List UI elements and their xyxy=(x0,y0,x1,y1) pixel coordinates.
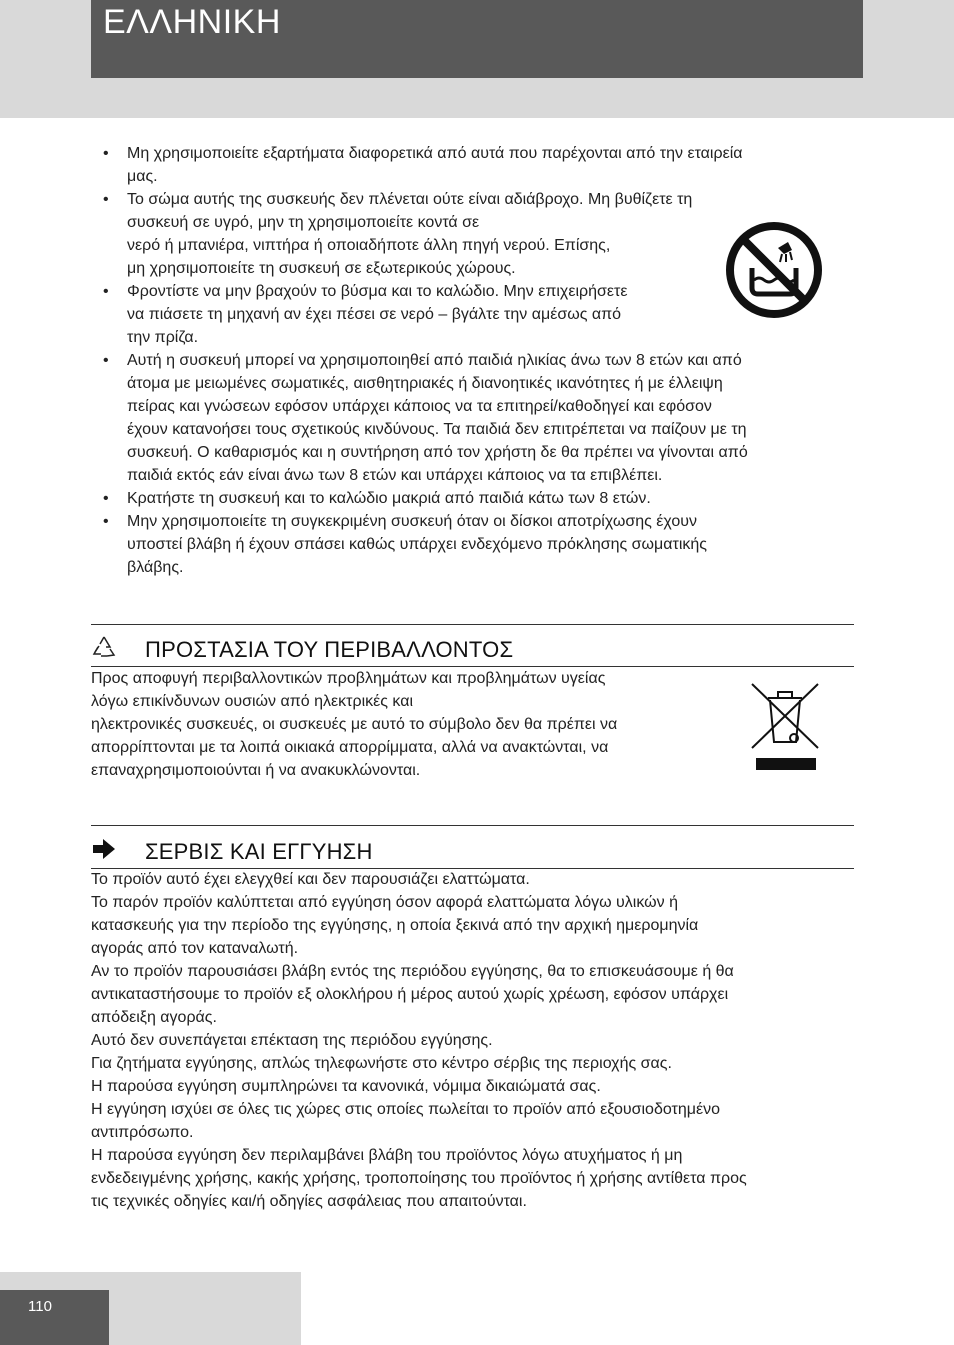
section-title: ΠΡΟΣΤΑΣΙΑ ΤΟΥ ΠΕΡΙΒΑΛΛΟΝΤΟΣ xyxy=(145,637,514,662)
text-line: απόδειξη αγοράς. xyxy=(91,1009,217,1026)
text-line: λόγω επικίνδυνων ουσιών από ηλεκτρικές και xyxy=(91,693,414,710)
text-line: Το προϊόν αυτό έχει ελεγχθεί και δεν παρουσιάζει ελαττώματα. xyxy=(91,871,530,888)
no-water-immersion-icon xyxy=(724,220,824,320)
text-line: Για ζητήματα εγγύησης, απλώς τηλεφωνήστε στο κέντρο σέρβις της περιοχής σας. xyxy=(91,1055,672,1072)
list-item-line: συσκευή. Ο καθαρισμός και η συντήρηση από τον χρήστη δε θα πρέπει να γίνονται από xyxy=(127,444,748,461)
list-item-line: παιδιά εκτός εάν είναι άνω των 8 ετών και υπάρχει κάποιος να τα επιβλέπει. xyxy=(127,467,663,484)
list-item-line: έχουν κατανοήσει τους σχετικούς κινδύνους. Τα παιδιά δεν επιτρέπεται να παίζουν με τη xyxy=(127,421,747,438)
list-item-line: Μη χρησιμοποιείτε εξαρτήματα διαφορετικά από αυτά που παρέχονται από την εταιρεία xyxy=(127,145,743,162)
safety-list xyxy=(100,142,855,579)
list-item-line: Φροντίστε να μην βραχούν το βύσμα και το καλώδιο. Μην επιχειρήσετε xyxy=(127,283,628,300)
text-line: Το παρόν προϊόν καλύπτεται από εγγύηση όσον αφορά ελαττώματα λόγω υλικών ή xyxy=(91,894,678,911)
list-item-line: μας. xyxy=(127,168,158,185)
list-item-line: βλάβης. xyxy=(127,559,184,576)
page-number-box xyxy=(0,1290,109,1345)
bullet: • xyxy=(103,145,109,162)
text-line: ενδεδειγμένης χρήσης, κακής χρήσης, τροποποίησης του προϊόντος ή χρήσης αντίθετα προς xyxy=(91,1170,747,1187)
environment-text xyxy=(91,667,711,782)
list-item-line: μη χρησιμοποιείτε τη συσκευή σε εξωτερικούς χώρους. xyxy=(127,260,516,277)
bullet: • xyxy=(103,352,109,369)
list-item-line: νερό ή μπανιέρα, νιπτήρα ή οποιαδήποτε άλλη πηγή νερού. Επίσης, xyxy=(127,237,611,254)
list-item-line: πείρας και γνώσεων εφόσον υπάρχει κάποιος να τα επιτηρεί/καθοδηγεί και εφόσον xyxy=(127,398,712,415)
list-item-line: Κρατήστε τη συσκευή και το καλώδιο μακριά από παιδιά κάτω των 8 ετών. xyxy=(127,490,651,507)
text-line: αντιπρόσωπο. xyxy=(91,1124,194,1141)
page-title: ΕΛΛΗΝΙΚΗ xyxy=(103,3,281,41)
list-item xyxy=(100,349,855,487)
service-text xyxy=(91,868,854,1213)
bullet: • xyxy=(103,490,109,507)
text-line: Προς αποφυγή περιβαλλοντικών προβλημάτων και προβλημάτων υγείας xyxy=(91,670,606,687)
crossed-out-wheelie-bin-icon xyxy=(748,680,822,772)
list-item-line: να πιάσετε τη μηχανή αν έχει πέσει σε νερό – βγάλτε την αμέσως από xyxy=(127,306,622,323)
list-item-line: την πρίζα. xyxy=(127,329,199,346)
text-line: κατασκευής για την περίοδο της εγγύησης, η οποία ξεκινά από την αρχική ημερομηνία xyxy=(91,917,699,934)
list-item-line: άτομα με μειωμένες σωματικές, αισθητηριακές ή διανοητικές ικανότητες ή με έλλειψη xyxy=(127,375,723,392)
recycle-icon xyxy=(91,635,117,659)
text-line: Αυτό δεν συνεπάγεται επέκταση της περιόδου εγγύησης. xyxy=(91,1032,493,1049)
text-line: Η παρούσα εγγύηση δεν περιλαμβάνει βλάβη του προϊόντος λόγω ατυχήματος ή μη xyxy=(91,1147,683,1164)
page-number: 110 xyxy=(28,1298,52,1315)
bullet: • xyxy=(103,513,109,530)
list-item xyxy=(100,142,855,188)
environment-heading xyxy=(91,627,854,667)
text-line: τις τεχνικές οδηγίες και/ή οδηγίες ασφάλειας που απαιτούνται. xyxy=(91,1193,527,1210)
title-bar xyxy=(91,0,863,78)
list-item-line: συσκευή σε υγρό, μην τη χρησιμοποιείτε κοντά σε xyxy=(127,214,480,231)
service-heading xyxy=(91,829,854,869)
text-line: απορρίπτονται με τα λοιπά οικιακά απορρίμματα, αλλά να ανακτώνται, να xyxy=(91,739,609,756)
bullet: • xyxy=(103,191,109,208)
list-item xyxy=(100,510,855,579)
text-line: Η παρούσα εγγύηση συμπληρώνει τα κανονικά, νόμιμα δικαιώματά σας. xyxy=(91,1078,601,1095)
bullet: • xyxy=(103,283,109,300)
list-item xyxy=(100,487,855,510)
text-line: αγοράς από τον καταναλωτή. xyxy=(91,940,299,957)
text-line: αντικαταστήσουμε το προϊόν εξ ολοκλήρου ή μέρος αυτού χωρίς χρέωση, εφόσον υπάρχει xyxy=(91,986,729,1003)
section-divider xyxy=(91,825,854,826)
text-line: επαναχρησιμοποιούνται ή να ανακυκλώνονται. xyxy=(91,762,421,779)
list-item-line: υποστεί βλάβη ή έχουν σπάσει καθώς υπάρχει ενδεχόμενο πρόκλησης σωματικής xyxy=(127,536,707,553)
arrow-right-icon xyxy=(91,837,117,861)
list-item-line: Μην χρησιμοποιείτε τη συγκεκριμένη συσκευή όταν οι δίσκοι αποτρίχωσης έχουν xyxy=(127,513,697,530)
list-item-line: Το σώμα αυτής της συσκευής δεν πλένεται ούτε είναι αδιάβροχο. Μη βυθίζετε τη xyxy=(127,191,693,208)
text-line: ηλεκτρονικές συσκευές, οι συσκευές με αυτό το σύμβολο δεν θα πρέπει να xyxy=(91,716,618,733)
section-title: ΣΕΡΒΙΣ ΚΑΙ ΕΓΓΥΗΣΗ xyxy=(145,839,373,864)
text-line: Η εγγύηση ισχύει σε όλες τις χώρες στις οποίες πωλείται το προϊόν από εξουσιοδοτημένο xyxy=(91,1101,720,1118)
text-line: Αν το προϊόν παρουσιάσει βλάβη εντός της περιόδου εγγύησης, θα το επισκευάσουμε ή θα xyxy=(91,963,734,980)
section-divider xyxy=(91,624,854,625)
list-item-line: Αυτή η συσκευή μπορεί να χρησιμοποιηθεί από παιδιά ηλικίας άνω των 8 ετών και από xyxy=(127,352,742,369)
